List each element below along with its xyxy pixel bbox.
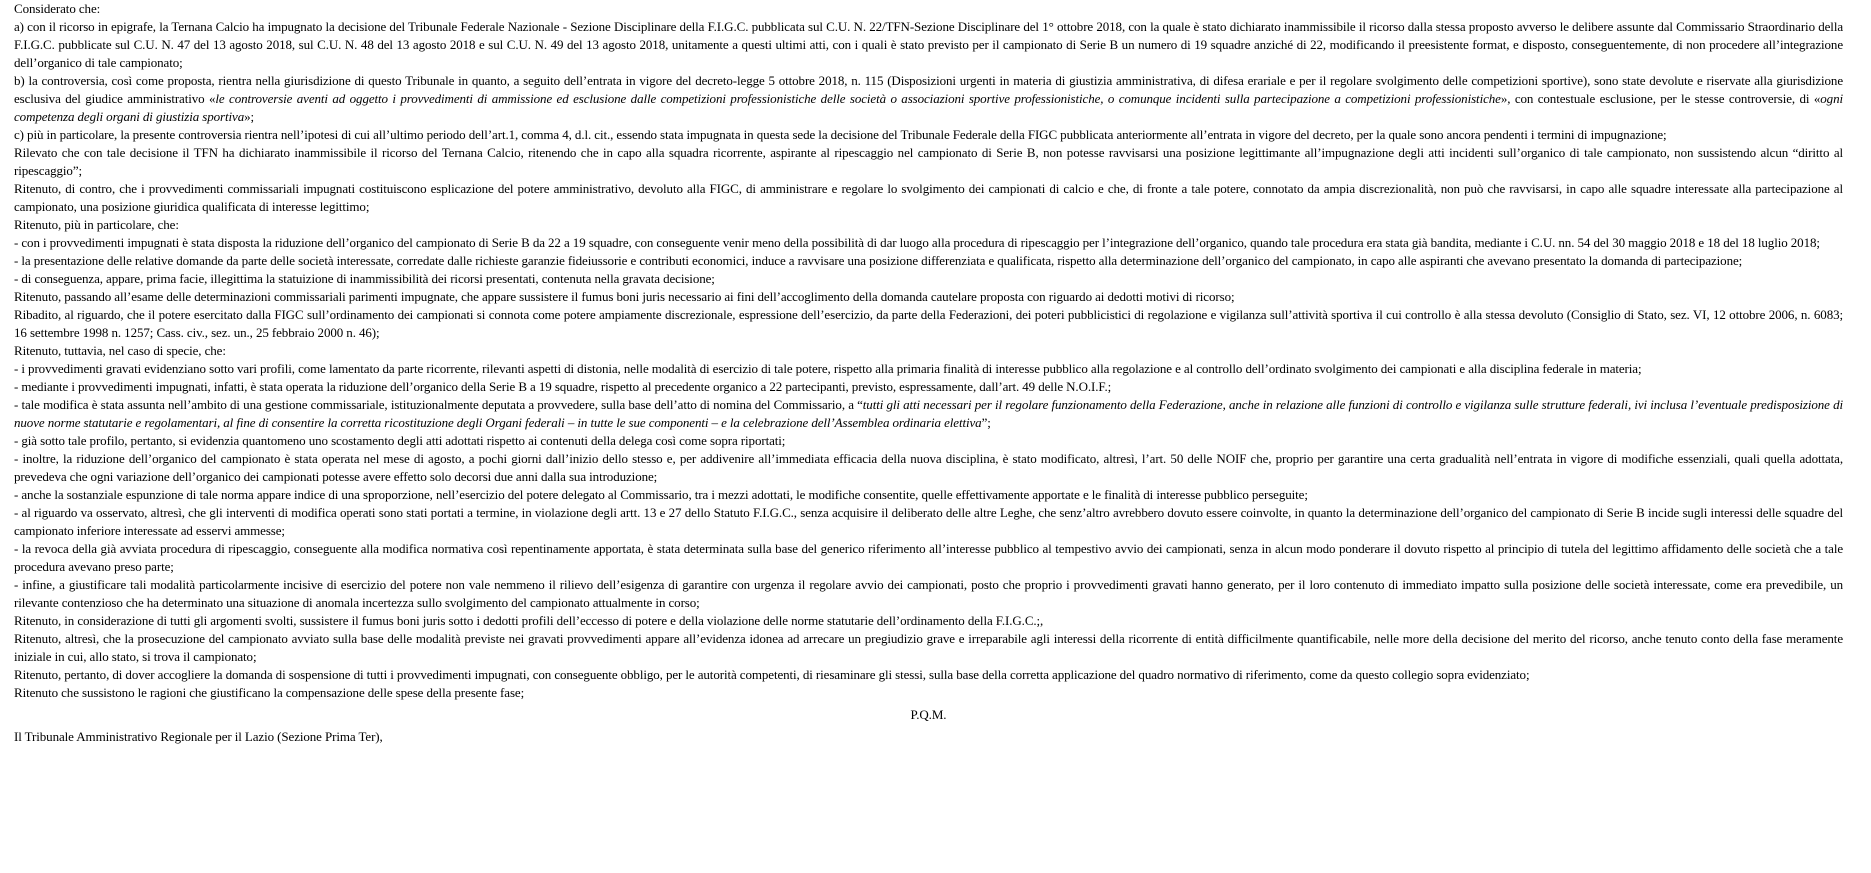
list-item-revoca: - la revoca della già avviata procedura di ripescaggio, conseguente alla modifica normativa così repentinamente apportata, è stata determinata sulla base del generico riferimento all’interesse pubblico al tempestivo avvio dei campionati, senza in alcun modo ponderare il dovuto rispetto al principio di tutela del legittimo affidamento delle società che a tale procedura avevano preso parte;: [14, 541, 1843, 574]
list-item-gestione-commissariale: - tale modifica è stata assunta nell’ambito di una gestione commissariale, istituzionalmente deputata a provvedere, sulla base dell’atto di nomina del Commissario, a “tutti gli atti necessari per il regolare funzionamento della Federazione, anche in relazione alle funzioni di controllo e vigilanza sulle strutture federali, ivi inclusa l’eventuale predisposizione di nuove norme statutarie e regolamentari, al fine di consentire la corretta ricostituzione degli Organi federali – in tutte le sue componenti – e la celebrazione dell’Assemblea ordinaria elettiva”;: [14, 397, 1843, 430]
paragraph-rilevato: Rilevato che con tale decisione il TFN ha dichiarato inammissibile il ricorso del Ternana Calcio, ritenendo che in capo alla squadra ricorrente, aspirante al ripescaggio nel campionato di Serie B, non potesse ravvisarsi una posizione legittimante all’impugnazione degli atti incidenti sull’organico di tale campionato, non sussistendo alcun “diritto al ripescaggio”;: [14, 145, 1843, 178]
list-item-presentazione-domande: - la presentazione delle relative domande da parte delle società interessate, corredate dalle richieste garanzie fideiussorie e contributi economici, induce a ravvisare una posizione differenziata e qualificata, rispetto alla determinazione dell’organico del campionato, in capo alle aspiranti che avevano presentato la domanda di partecipazione;: [14, 253, 1743, 268]
paragraph-a: a) con il ricorso in epigrafe, la Ternana Calcio ha impugnato la decisione del Tribunale Federale Nazionale - Sezione Disciplinare della F.I.G.C. pubblicata sul C.U. N. 22/TFN-Sezione Disciplinare del 1° ottobre 2018, con la quale è stato dichiarato inammissibile il ricorso dalla stessa proposto avverso le delibere assunte dal Commissario Straordinario della F.I.G.C. pubblicate sul C.U. N. 47 del 13 agosto 2018, sul C.U. N. 48 del 13 agosto 2018 e sul C.U. N. 49 del 13 agosto 2018, unitamente a questi ultimi atti, con i quali è stato previsto per il campionato di Serie B un numero di 19 squadre anziché di 22, modificando il preesistente format, e disposto, conseguentemente, di non procedere all’integrazione dell’organico di tale campionato;: [14, 19, 1843, 70]
paragraph-c: c) più in particolare, la presente controversia rientra nell’ipotesi di cui all’ultimo periodo dell’art.1, comma 4, d.l. cit., essendo stata impugnata in questa sede la decisione del Tribunale Federale della FIGC pubblicata anteriormente all’entrata in vigore del decreto, per la quale sono ancora pendenti i termini di impugnazione;: [14, 127, 1667, 142]
paragraph-tribunale: Il Tribunale Amministrativo Regionale per il Lazio (Sezione Prima Ter),: [14, 729, 383, 744]
list-item-statuto: - al riguardo va osservato, altresì, che gli interventi di modifica operati sono stati portati a termine, in violazione degli artt. 13 e 27 dello Statuto F.I.G.C., senza acquisire il deliberato delle altre Leghe, che senz’altro avrebbero dovuto essere coinvolte, in quanto la determinazione dell’organico del campionato di Serie B incide sugli interessi delle squadre del campionato inferiore interessate ad esservi ammesse;: [14, 505, 1843, 538]
list-item-riduzione-serie-b: - mediante i provvedimenti impugnati, infatti, è stata operata la riduzione dell’organico della Serie B a 19 squadre, rispetto al precedente organico a 22 partecipanti, previsto, espressamente, dall’art. 49 delle N.O.I.F.;: [14, 379, 1112, 394]
paragraph-sospensione: Ritenuto, pertanto, di dover accogliere la domanda di sospensione di tutti i provvedimenti impugnati, con conseguente obbligo, per le autorità competenti, di riesaminare gli stessi, sulla base della corretta applicazione del quadro normativo di riferimento, come da questo collegio sopra evidenziato;: [14, 667, 1530, 682]
list-item-art-50: - inoltre, la riduzione dell’organico del campionato è stata operata nel mese di agosto, a pochi giorni dall’inizio dello stesso e, per addivenire all’immediata efficacia della nuova disciplina, è stato modificato, altresì, l’art. 50 delle NOIF che, proprio per garantire una certa gradualità nell’entrata in vigore di modifiche essenziali, quali quella adottata, prevedeva che ogni variazione dell’organico dei campionati potesse avere effetto solo decorsi due anni dalla sua introduzione;: [14, 451, 1843, 484]
list-item-distonia: - i provvedimenti gravati evidenziano sotto vari profili, come lamentato da parte ricorrente, rilevanti aspetti di distonia, nelle modalità di esercizio di tale potere, rispetto alla primaria finalità di interesse pubblico alla regolazione e al controllo dell’ordinato svolgimento dei campionati e alla disciplina federale in materia;: [14, 361, 1642, 376]
paragraph-ritenuto-particolare: Ritenuto, più in particolare, che:: [14, 217, 179, 232]
list-item-conseguenza: - di conseguenza, appare, prima facie, illegittima la statuizione di inammissibilità dei ricorsi presentati, contenuta nella gravata decisione;: [14, 271, 715, 286]
paragraph-ritenuto-esame: Ritenuto, passando all’esame delle determinazioni commissariali parimenti impugnate, che appare sussistere il fumus boni juris necessario ai fini dell’accoglimento della domanda cautelare proposta con riguardo ai dedotti motivi di ricorso;: [14, 289, 1235, 304]
list-item-sproporzione: - anche la sostanziale espunzione di tale norma appare indice di una sproporzione, nell’esercizio del potere delegato al Commissario, tra i mezzi adottati, le modifiche consentite, quelle effettivamente apportate e le finalità di interesse pubblico perseguite;: [14, 487, 1308, 502]
paragraph-fumus: Ritenuto, in considerazione di tutti gli argomenti svolti, sussistere il fumus boni juris sotto i dedotti profili dell’eccesso di potere e della violazione delle norme statutarie dell’ordinamento della F.I.G.C.;,: [14, 613, 1044, 628]
paragraph-b: b) la controversia, così come proposta, rientra nella giurisdizione di questo Tribunale in quanto, a seguito dell’entrata in vigore del decreto-legge 5 ottobre 2018, n. 115 (Disposizioni urgenti in materia di giustizia amministrativa, di difesa erariale e per il regolare svolgimento delle competizioni sportive), sono state devolute e riservate alla giurisdizione esclusiva del giudice amministrativo «le controversie aventi ad oggetto i provvedimenti di ammissione ed esclusione dalle competizioni professionistiche delle società o associazioni sportive professionistiche, o comunque incidenti sulla partecipazione a competizioni professionistiche», con contestuale esclusione, per le stesse controversie, di «ogni competenza degli organi di giustizia sportiva»;: [14, 73, 1843, 124]
list-item-infine: - infine, a giustificare tali modalità particolarmente incisive di esercizio del potere non vale nemmeno il rilievo dell’esigenza di garantire con urgenza il regolare avvio dei campionati, posto che proprio i provvedimenti gravati hanno generato, per il loro contenuto di immediato impatto sulla posizione delle società interessate, come era prevedibile, un rilevante contenzioso che ha determinato una situazione di anomala incertezza sullo svolgimento del campionato attualmente in corso;: [14, 577, 1843, 610]
paragraph-spese: Ritenuto che sussistono le ragioni che giustificano la compensazione delle spese della presente fase;: [14, 685, 525, 700]
list-item-scostamento: - già sotto tale profilo, pertanto, si evidenzia quantomeno uno scostamento degli atti adottati rispetto ai contenuti della delega così come sopra riportati;: [14, 433, 786, 448]
paragraph-ribadito: Ribadito, al riguardo, che il potere esercitato dalla FIGC sull’ordinamento dei campionati si connota come potere ampiamente discrezionale, espressione dell’esercizio, da parte della Federazioni, dei poteri pubblicistici di regolazione e vigilanza sull’attività sportiva il cui controllo è alla stessa devoluto (Consiglio di Stato, sez. VI, 12 ottobre 2006, n. 6083; 16 settembre 1998 n. 1257; Cass. civ., sez. un., 25 febbraio 2000 n. 46);: [14, 307, 1843, 340]
paragraph-ritenuto-tuttavia: Ritenuto, tuttavia, nel caso di specie, che:: [14, 343, 226, 358]
paragraph-considerato: Considerato che:: [14, 1, 101, 16]
paragraph-ritenuto-contro: Ritenuto, di contro, che i provvedimenti commissariali impugnati costituiscono esplicazione del potere amministrativo, devoluto alla FIGC, di amministrare e regolare lo svolgimento dei campionati di calcio e che, di fronte a tale potere, connotato da ampia discrezionalità, non può che ravvisarsi, in capo alle squadre interessate alla partecipazione al campionato, una posizione giuridica qualificata di interesse legittimo;: [14, 181, 1843, 214]
list-item-riduzione-organico: - con i provvedimenti impugnati è stata disposta la riduzione dell’organico del campionato di Serie B da 22 a 19 squadre, con conseguente venir meno della possibilità di dar luogo alla procedura di ripescaggio per l’integrazione dell’organico, quando tale procedura era stata già bandita, mediante i C.U. nn. 54 del 30 maggio 2018 e 18 del 18 luglio 2018;: [14, 235, 1820, 250]
paragraph-pregiudizio: Ritenuto, altresì, che la prosecuzione del campionato avviato sulla base delle modalità previste nei gravati provvedimenti appare all’evidenza idonea ad arrecare un pregiudizio grave e irreparabile agli interessi della ricorrente di entità difficilmente quantificabile, nelle more della decisione del merito del ricorso, anche tenuto conto della fase meramente iniziale in cui, allo stato, si trova il campionato;: [14, 631, 1843, 664]
pqm-heading: P.Q.M.: [910, 707, 947, 722]
